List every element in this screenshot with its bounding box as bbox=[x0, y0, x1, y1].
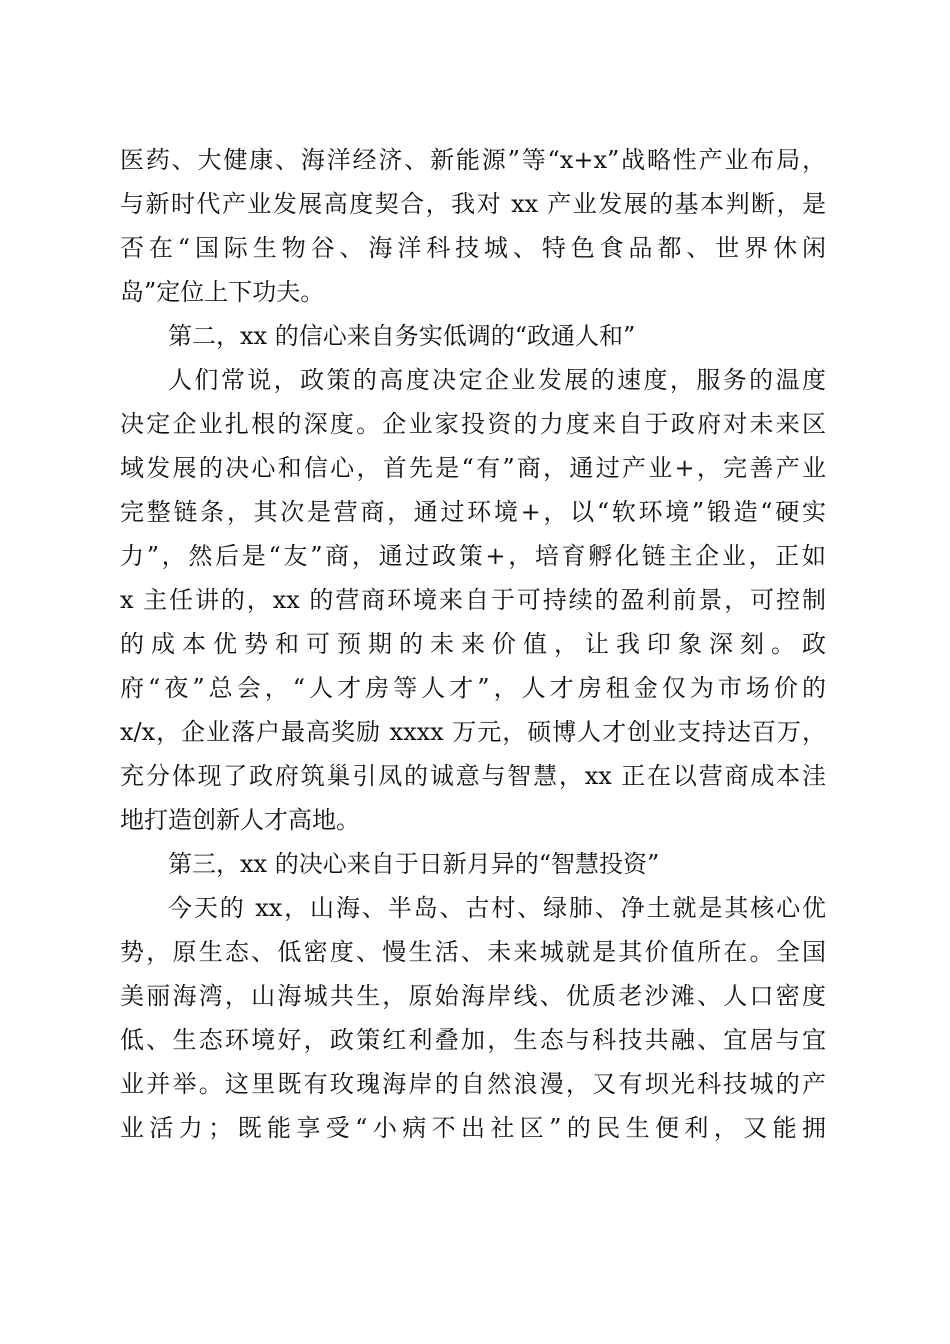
text-line: 人们常说，政策的高度决定企业发展的速度，服务的温度 bbox=[168, 366, 826, 394]
text-line: 业并举。这里既有玫瑰海岸的自然浪漫，又有坝光科技城的产 bbox=[120, 1070, 826, 1098]
text-line: 府“夜”总会，“人才房等人才”，人才房租金仅为市场价的 bbox=[120, 674, 826, 702]
text-line: 美丽海湾，山海城共生，原始海岸线、优质老沙滩、人口密度 bbox=[120, 982, 826, 1010]
text-line: 医药、大健康、海洋经济、新能源”等“x+x”战略性产业布局， bbox=[120, 146, 826, 174]
text-line: 否在“国际生物谷、海洋科技城、特色食品都、世界休闲 bbox=[120, 234, 826, 262]
heading-text: 第三，xx 的决心来自于日新月异的“智慧投资” bbox=[168, 850, 660, 878]
text-line: x/x，企业落户最高奖励 xxxx 万元，硕博人才创业支持达百万， bbox=[120, 718, 826, 746]
text-line: 岛”定位上下功夫。 bbox=[120, 278, 325, 306]
heading-text: 第二，xx 的信心来自务实低调的“政通人和” bbox=[168, 322, 636, 350]
text-line: 域发展的决心和信心，首先是“有”商，通过产业+，完善产业 bbox=[120, 454, 826, 482]
text-line: 完整链条，其次是营商，通过环境+，以“软环境”锻造“硬实 bbox=[120, 498, 826, 526]
text-line: 势，原生态、低密度、慢生活、未来城就是其价值所在。全国 bbox=[120, 938, 826, 966]
text-line: 力”，然后是“友”商，通过政策+，培育孵化链主企业，正如 bbox=[120, 542, 826, 570]
text-line: 地打造创新人才高地。 bbox=[120, 806, 360, 834]
text-line: x 主任讲的，xx 的营商环境来自于可持续的盈利前景，可控制 bbox=[120, 586, 826, 614]
text-line: 充分体现了政府筑巢引凤的诚意与智慧，xx 正在以营商成本洼 bbox=[120, 762, 826, 790]
text-line: 低、生态环境好，政策红利叠加，生态与科技共融、宜居与宜 bbox=[120, 1026, 826, 1054]
text-line: 业活力；既能享受“小病不出社区”的民生便利，又能拥 bbox=[120, 1114, 826, 1142]
document-body bbox=[120, 138, 826, 1150]
paragraph-third bbox=[120, 886, 826, 1150]
text-line: 的成本优势和可预期的未来价值，让我印象深刻。政 bbox=[120, 630, 826, 658]
paragraph-continued bbox=[120, 138, 826, 314]
text-line: 今天的 xx，山海、半岛、古村、绿肺、净土就是其核心优 bbox=[168, 894, 826, 922]
section-heading-third bbox=[120, 842, 826, 886]
text-line: 决定企业扎根的深度。企业家投资的力度来自于政府对未来区 bbox=[120, 410, 826, 438]
paragraph-second bbox=[120, 358, 826, 842]
section-heading-second bbox=[120, 314, 826, 358]
text-line: 与新时代产业发展高度契合，我对 xx 产业发展的基本判断，是 bbox=[120, 190, 826, 218]
